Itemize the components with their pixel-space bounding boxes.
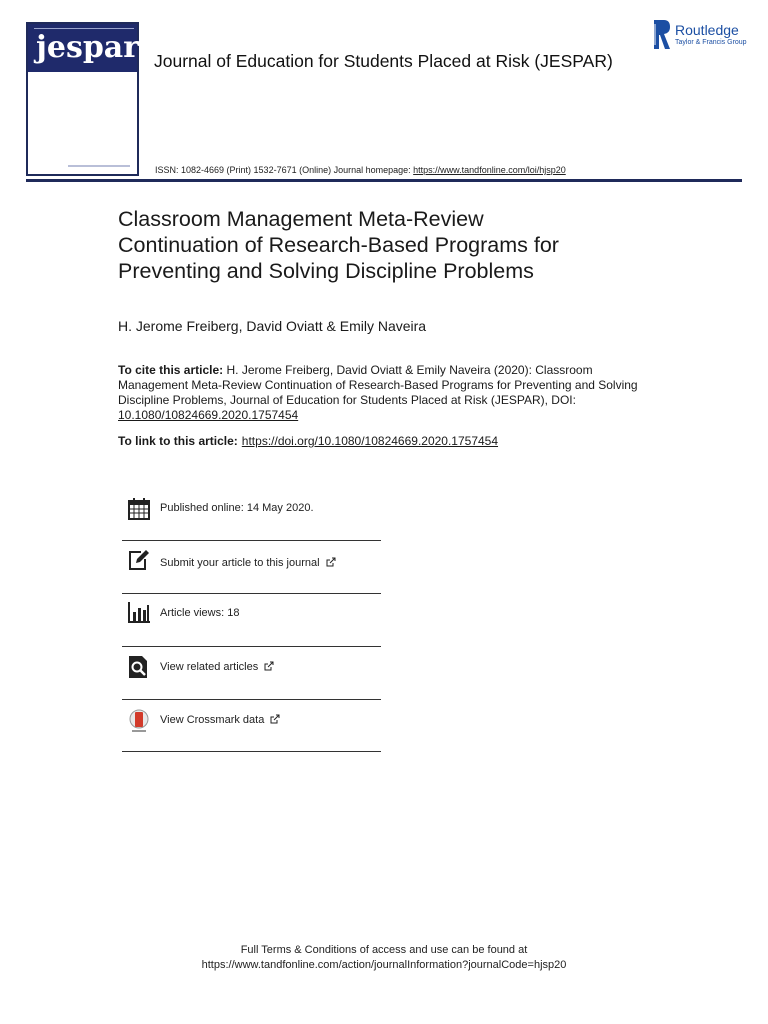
citation-block [118,363,638,423]
bar-chart-icon [127,600,151,624]
issn-line [155,165,566,175]
article-views-label: Article views: 18 [160,607,240,619]
article-views-row [122,598,381,650]
link-label: To link to this article: [118,434,238,448]
submit-article-text: Submit your article to this journal [160,557,320,569]
external-link-icon [264,661,274,671]
info-divider [122,751,381,752]
info-divider [122,593,381,594]
terms-url[interactable]: https://www.tandfonline.com/action/journalInformation?journalCode=hjsp20 [201,959,567,971]
article-link-line [118,434,498,448]
info-divider [122,646,381,647]
article-title-line: Classroom Management Meta-Review [118,207,484,231]
edit-icon [127,548,151,572]
issn-text: ISSN: 1082-4669 (Print) 1532-7671 (Online) Journal homepage: [155,165,414,175]
terms-text: Full Terms & Conditions of access and use can be found at [240,944,528,956]
published-online-row [122,494,381,546]
crossmark-label[interactable] [160,714,280,726]
journal-homepage-link[interactable]: https://www.tandfonline.com/loi/hjsp20 [413,165,566,175]
info-divider [122,540,381,541]
article-title-line: Preventing and Solving Discipline Problems [118,259,534,283]
article-doi-link[interactable]: https://doi.org/10.1080/10824669.2020.1757454 [241,434,499,448]
related-articles-label[interactable] [160,661,274,673]
publisher-logo[interactable] [654,20,746,50]
article-title [118,206,678,284]
journal-cover-thumbnail [26,22,139,176]
published-online-label: Published online: 14 May 2020. [160,502,314,514]
cover-logo: jespar [36,30,140,65]
cover-publisher-strip [68,165,130,170]
header-divider [26,179,742,182]
crossmark-row[interactable] [122,705,381,757]
crossmark-text: View Crossmark data [160,714,265,726]
external-link-icon [270,714,280,724]
crossmark-icon [127,709,151,733]
submit-article-label[interactable] [160,557,336,569]
citation-label: To cite this article: [118,363,224,377]
citation-text: H. Jerome Freiberg, David Oviatt & Emily Naveira (2020): Classroom Management Meta-Review Continuation of Research-Based Programs for Preventing and Solving Discipline Problems, Journal of Education for Students Placed at Risk (JESPAR), DOI: [118,363,638,407]
citation-doi[interactable]: 10.1080/10824669.2020.1757454 [118,408,299,422]
article-authors: H. Jerome Freiberg, David Oviatt & Emily Naveira [118,318,427,334]
search-document-icon [127,655,151,679]
external-link-icon [326,557,336,567]
publisher-subtitle: Taylor & Francis Group [675,39,747,46]
related-articles-text: View related articles [160,661,259,673]
article-title-line: Continuation of Research-Based Programs for [118,233,559,257]
info-divider [122,699,381,700]
publisher-name: Routledge [675,22,739,38]
related-articles-row[interactable] [122,652,381,704]
calendar-icon [127,497,151,521]
terms-footer [0,943,768,973]
submit-article-row[interactable] [122,546,381,598]
journal-title: Journal of Education for Students Placed at Risk (JESPAR) [154,51,613,71]
routledge-icon [654,20,670,49]
